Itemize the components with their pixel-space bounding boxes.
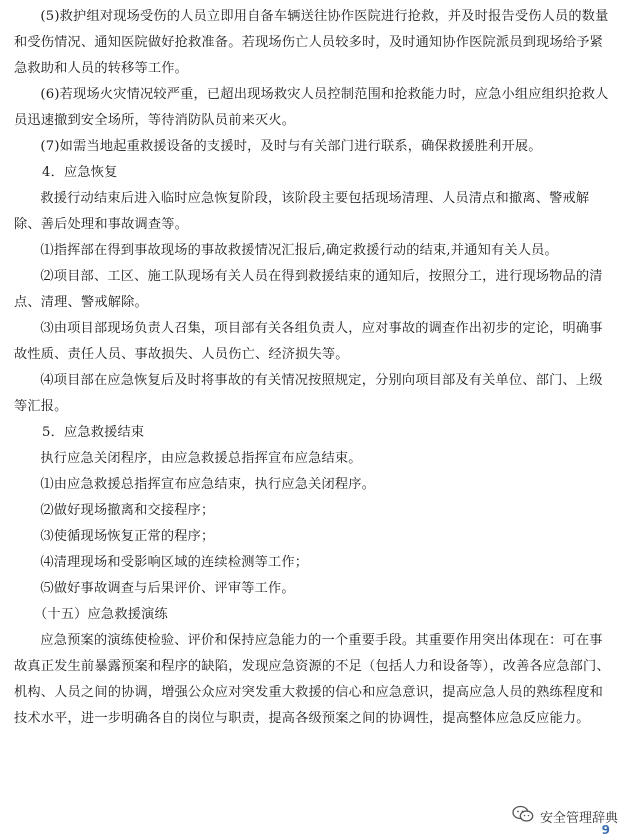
section-heading-drill: （十五）应急救援演练 [34, 607, 168, 622]
paragraph-crane-support: (7)如需当地起重救援设备的支援时，及时与有关部门进行联系，确保救援胜利开展。 [40, 139, 542, 154]
list-item-rescue-end-2: ⑵做好现场撤离和交接程序； [40, 503, 215, 518]
section-heading-recovery: 4．应急恢复 [42, 165, 118, 180]
paragraph-recovery-intro: 救援行动结束后进入临时应急恢复阶段，该阶段主要包括现场清理、人员清点和撤离、警戒解除、善后处理和事故调查等。 [14, 191, 590, 232]
list-item-rescue-end-5: ⑸做好事故调查与后果评价、评审等工作。 [40, 581, 295, 596]
list-item-rescue-end-4: ⑷清理现场和受影响区域的连续检测等工作； [40, 555, 309, 570]
paragraph-rescue-team: (5)救护组对现场受伤的人员立即用自备车辆送往协作医院进行抢救，并及时报告受伤人员的数量和受伤情况、通知医院做好抢救准备。若现场伤亡人员较多时，及时通知协作医院派员到现场给予紧急救助和人员的转移等工作。 [14, 9, 609, 76]
list-item-recovery-3: ⑶由项目部现场负责人召集，项目部有关各组负责人，应对事故的调查作出初步的定论，明确事故性质、责任人员、事故损失、人员伤亡、经济损失等。 [14, 321, 603, 362]
list-item-recovery-1: ⑴指挥部在得到事故现场的事故救援情况汇报后,确定救援行动的结束,并通知有关人员。 [40, 243, 558, 258]
list-item-recovery-4: ⑷项目部在应急恢复后及时将事故的有关情况按照规定，分别向项目部及有关单位、部门、上级等汇报。 [14, 373, 603, 414]
wechat-icon [512, 805, 534, 827]
page-number: 9 [601, 823, 610, 837]
watermark-text: 安全管理辞典 [539, 810, 618, 826]
paragraph-drill: 应急预案的演练使检验、评价和保持应急能力的一个重要手段。其重要作用突出体现在：可在事故真正发生前暴露预案和程序的缺陷，发现应急资源的不足（包括人力和设备等），改善各应急部门、机构、人员之间的协调，增强公众应对突发重大救援的信心和应急意识，提高应急人员的熟练程度和技术水平，进一步明确各自的岗位与职责，提高各级预案之间的协调性，提高整体应急反应能力。 [14, 633, 610, 726]
list-item-recovery-2: ⑵项目部、工区、施工队现场有关人员在得到救援结束的通知后，按照分工，进行现场物品的清点、清理、警戒解除。 [14, 269, 603, 310]
paragraph-fire: (6)若现场火灾情况较严重，已超出现场救灾人员控制范围和抢救能力时，应急小组应组织抢救人员迅速撤到安全场所，等待消防队员前来灭火。 [14, 87, 609, 128]
paragraph-rescue-end-intro: 执行应急关闭程序，由应急救援总指挥宣布应急结束。 [40, 451, 362, 466]
list-item-rescue-end-1: ⑴由应急救援总指挥宣布应急结束，执行应急关闭程序。 [40, 477, 376, 492]
list-item-rescue-end-3: ⑶使循现场恢复正常的程序； [40, 529, 215, 544]
section-heading-rescue-end: 5．应急救援结束 [42, 425, 145, 440]
document-body [14, 4, 612, 732]
